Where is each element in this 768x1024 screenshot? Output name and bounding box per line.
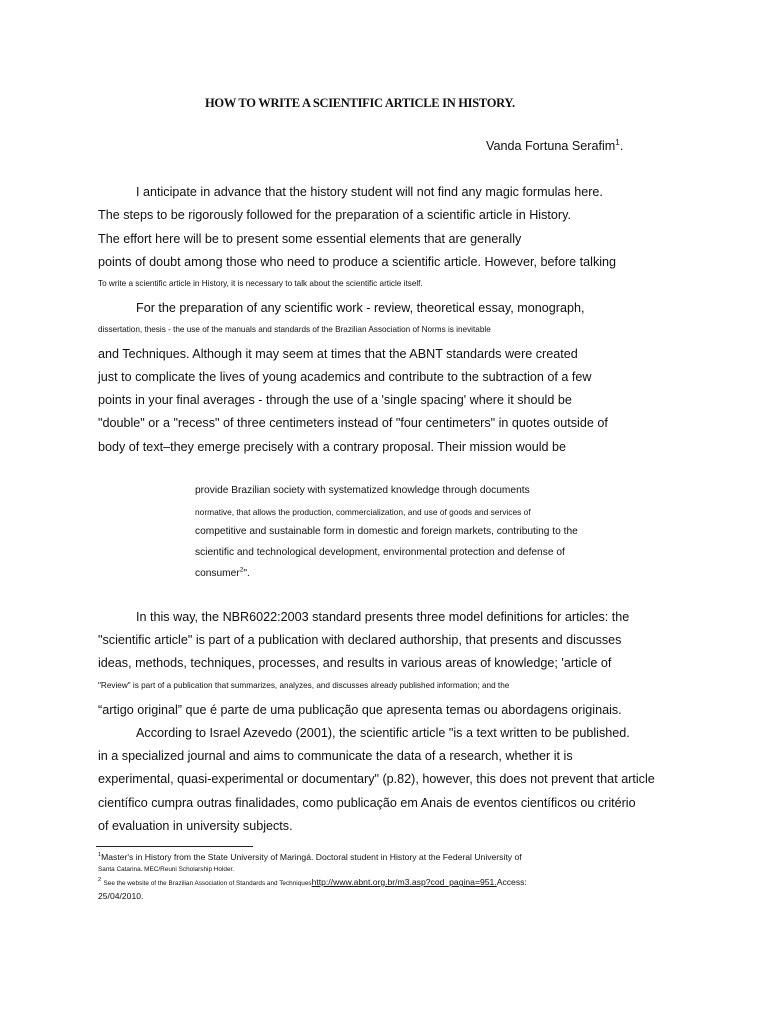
block-quote-last-text: consumer	[195, 568, 240, 579]
footnote-1-marker: 1	[98, 852, 102, 859]
document-title: HOW TO WRITE A SCIENTIFIC ARTICLE IN HISTORY.	[205, 96, 515, 110]
paragraph-4-line: científico cumpra outras finalidades, como publicação em Anais de eventos científicos ou critério	[98, 796, 636, 810]
quote-footnote-marker: 2	[239, 566, 244, 574]
paragraph-3-line: “artigo original” que é parte de uma publicação que apresenta temas ou abordagens originais.	[98, 703, 622, 717]
paragraph-1-line: The steps to be rigorously followed for the preparation of a scientific article in History.	[98, 208, 571, 222]
paragraph-4-line: in a specialized journal and aims to communicate the data of a research, whether it is	[98, 749, 573, 763]
footnote-divider	[96, 846, 253, 847]
footnote-1	[98, 852, 522, 862]
footnote-1-text: Master's in History from the State University of Maringá. Doctoral student in History at the Federal University of	[101, 852, 522, 862]
paragraph-2-line: just to complicate the lives of young academics and contribute to the subtraction of a few	[98, 370, 592, 384]
footnote-2-text: See the website of the Brazilian Association of Standards and Techniques	[103, 880, 312, 887]
author-name: Vanda Fortuna Serafim	[486, 139, 616, 153]
paragraph-4-line: of evaluation in university subjects.	[98, 819, 293, 833]
paragraph-4-line: experimental, quasi-experimental or documentary" (p.82), however, this does not prevent that article	[98, 772, 655, 786]
paragraph-1-line: To write a scientific article in History, it is necessary to talk about the scientific article itself.	[98, 279, 423, 288]
paragraph-1-line: The effort here will be to present some essential elements that are generally	[98, 232, 522, 246]
paragraph-3-line: "Review" is part of a publication that summarizes, analyzes, and discusses already published information; and the	[98, 681, 510, 690]
block-quote-line: normative, that allows the production, commercialization, and use of goods and services of	[195, 507, 531, 517]
paragraph-1-line: I anticipate in advance that the history student will not find any magic formulas here.	[136, 185, 603, 199]
paragraph-3-line: "scientific article" is part of a publication with declared authorship, that presents and discusses	[98, 633, 622, 647]
paragraph-2-line: body of text–they emerge precisely with a contrary proposal. Their mission would be	[98, 440, 567, 454]
block-quote-line: provide Brazilian society with systematized knowledge through documents	[195, 485, 530, 496]
footnote-2-date: 25/04/2010.	[98, 891, 144, 901]
block-quote-suffix: ".	[243, 568, 250, 579]
paragraph-2-line: dissertation, thesis - the use of the manuals and standards of the Brazilian Association of Norms is inevitable	[98, 325, 491, 334]
paragraph-1-line: points of doubt among those who need to produce a scientific article. However, before talking	[98, 255, 617, 269]
paragraph-2-line: and Techniques. Although it may seem at times that the ABNT standards were created	[98, 347, 578, 361]
footnote-2	[98, 877, 527, 888]
block-quote-line: competitive and sustainable form in domestic and foreign markets, contributing to the	[195, 526, 578, 537]
footnote-2-marker: 2	[98, 877, 102, 884]
footnote-1-continuation: Santa Catarina. MEC/Reuni Scholarship Holder.	[98, 866, 235, 873]
footnote-2-access-label: Access:	[496, 877, 527, 887]
block-quote-line	[195, 568, 250, 580]
paragraph-2-line: points in your final averages - through the use of a 'single spacing' where it should be	[98, 393, 572, 407]
author-footnote-marker: 1	[615, 137, 620, 147]
paragraph-3-line: ideas, methods, techniques, processes, and results in various areas of knowledge; 'article of	[98, 656, 612, 670]
paragraph-4-line: According to Israel Azevedo (2001), the scientific article "is a text written to be published.	[136, 726, 630, 740]
author-line	[486, 139, 623, 154]
paragraph-2-line: For the preparation of any scientific work - review, theoretical essay, monograph,	[136, 301, 585, 315]
author-suffix: .	[619, 139, 624, 153]
footnote-2-link[interactable]: http://www.abnt.org.br/m3.asp?cod_pagina=951.	[311, 877, 497, 887]
block-quote-line: scientific and technological development, environmental protection and defense of	[195, 547, 565, 558]
paragraph-2-line: "double" or a "recess" of three centimeters instead of "four centimeters" in quotes outside of	[98, 416, 608, 430]
paragraph-3-line: In this way, the NBR6022:2003 standard presents three model definitions for articles: the	[136, 610, 630, 624]
